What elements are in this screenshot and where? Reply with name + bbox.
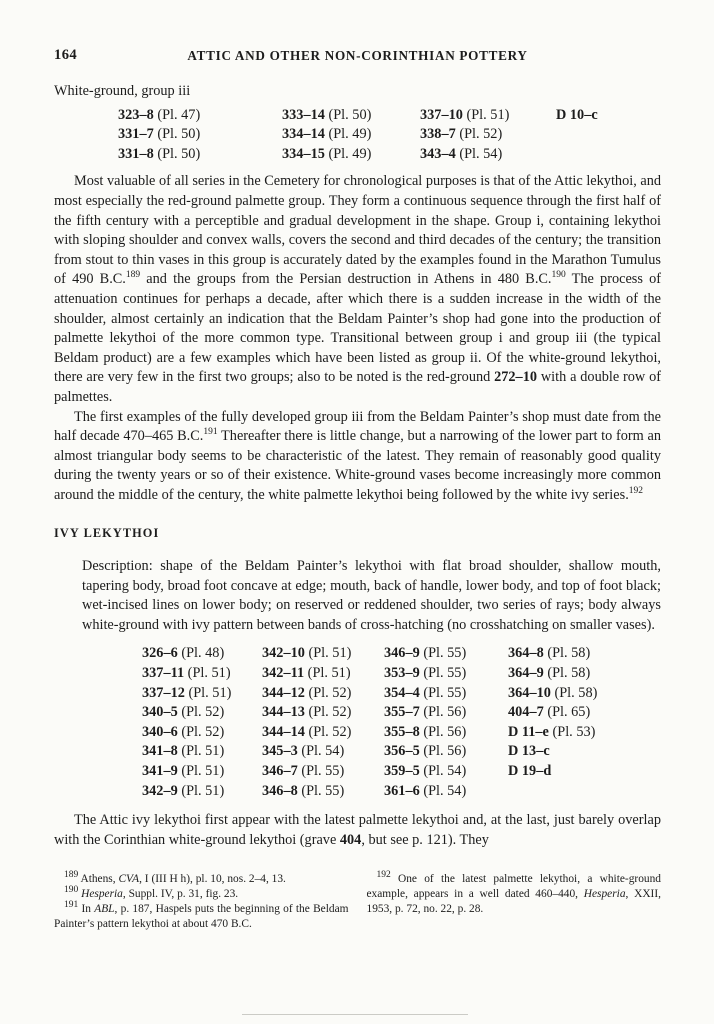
catalog-plate-ref: (Pl. 50) xyxy=(153,145,201,162)
text-run: and the groups from the Persian destruction in Athens in 480 B.C. xyxy=(140,271,552,288)
catalog-number: 364–10 xyxy=(508,684,551,701)
catalog-number: 326–6 xyxy=(142,645,178,662)
catalog-plate-ref: (Pl. 56) xyxy=(419,704,467,721)
catalog-plate-ref: (Pl. 58) xyxy=(550,684,598,701)
page-header xyxy=(54,46,661,66)
catalog-plate-ref: (Pl. 54) xyxy=(419,763,467,779)
footnote-191 xyxy=(54,902,349,932)
catalog-number: 344–14 xyxy=(262,723,305,740)
catalog-number: 355–8 xyxy=(384,723,420,740)
catalog-number: 346–8 xyxy=(262,782,298,799)
catalog-plate-ref: (Pl. 48) xyxy=(177,645,225,662)
footnote-column-right xyxy=(367,872,662,932)
catalog-entry xyxy=(420,145,556,165)
catalog-number: 331–7 xyxy=(118,126,154,143)
catalog-plate-ref: (Pl. 47) xyxy=(153,106,201,123)
catalog-entry xyxy=(262,762,384,782)
catalog-number: 341–8 xyxy=(142,743,178,760)
catalog-entry xyxy=(118,106,282,126)
footnote-ref: 189 xyxy=(125,270,141,281)
text-run: One of the latest palmette lekythoi, a white-ground example, appears in a well dated 460–440, xyxy=(366,873,661,901)
catalog-entry xyxy=(384,723,508,743)
catalog-number: 364–8 xyxy=(508,645,544,662)
catalog-plate-ref: (Pl. 54) xyxy=(455,145,503,162)
text-run: 272–10 xyxy=(494,369,537,386)
catalog-number: 323–8 xyxy=(118,106,154,123)
text-run: The first examples of the fully developed group iii from the Beldam Painter’s shop must date from the half decade 470–465 B.C. xyxy=(54,408,661,445)
footnote-192 xyxy=(367,872,662,917)
catalog-entry xyxy=(142,703,262,723)
footnote-column-left xyxy=(54,872,349,932)
catalog-entry xyxy=(384,684,508,704)
footnote-ref: 191 xyxy=(203,427,218,438)
catalog-entry xyxy=(282,145,420,165)
catalog-plate-ref: (Pl. 58) xyxy=(543,665,591,682)
catalog-plate-ref: (Pl. 52) xyxy=(304,704,352,721)
catalog-number: 356–5 xyxy=(384,743,420,760)
text-run: 404 xyxy=(339,831,362,848)
text-run: , p. 187, Haspels puts the beginning of the Beldam Painter’s pattern lekythoi at about 470 B.C. xyxy=(54,903,349,931)
catalog-plate-ref: (Pl. 55) xyxy=(297,782,345,799)
text-run: Description: shape of the Beldam Painter’s lekythoi with flat broad shoulder, shallow mouth, tapering body, broad foot concave at edge; mouth, back of handle, lower body, and top of foot black; wet-incised lines on lower body; on reserved or reddened shoulder, two series of rays; body always white-ground with ivy pattern between bands of cross-hatching (no crosshatching on smaller vases). xyxy=(82,558,661,633)
catalog-number: 334–15 xyxy=(282,145,325,162)
catalog-entry xyxy=(508,742,661,762)
catalog-entry xyxy=(384,782,508,802)
catalog-entry xyxy=(262,723,384,743)
catalog-plate-ref: (Pl. 51) xyxy=(177,782,225,799)
catalog-plate-ref: (Pl. 52) xyxy=(177,704,225,721)
catalog-entry xyxy=(384,742,508,762)
catalog-number: 346–7 xyxy=(262,763,298,779)
text-run: Thereafter there is little change, but a narrowing of the lower part to form an almost triangular body seems to be characteristic of the latest. They remain of reasonably good quality during the twenty years or so of their existence. White-ground vases become increasingly more common around the middle of the century, the white palmette lekythoi being followed by the white ivy series. xyxy=(54,428,661,503)
catalog-entry xyxy=(142,664,262,684)
catalog-number: 341–9 xyxy=(142,763,178,779)
catalog-plate-ref: (Pl. 55) xyxy=(419,684,467,701)
white-ground-group-heading: White-ground, group iii xyxy=(54,83,191,99)
catalog-number: 344–12 xyxy=(262,684,305,701)
page-number: 164 xyxy=(54,47,78,63)
catalog-plate-ref: (Pl. 52) xyxy=(455,126,503,143)
catalog-plate-ref: (Pl. 51) xyxy=(177,743,225,760)
catalog-plate-ref: (Pl. 50) xyxy=(324,106,372,123)
footnotes-block xyxy=(54,872,661,932)
catalog-entry xyxy=(282,106,420,126)
catalog-entry xyxy=(142,762,262,782)
catalog-number: 342–10 xyxy=(262,645,305,662)
ivy-description xyxy=(82,557,661,635)
footnote-ref: 189 xyxy=(64,870,79,881)
catalog-plate-ref: (Pl. 51) xyxy=(184,684,232,701)
catalog-entry xyxy=(508,644,661,664)
catalog-entry xyxy=(508,703,661,723)
catalog-number: 364–9 xyxy=(508,665,544,682)
catalog-number: 340–5 xyxy=(142,704,178,721)
catalog-entry xyxy=(262,664,384,684)
catalog-number: 333–14 xyxy=(282,106,325,123)
text-run: Athens, xyxy=(78,873,119,886)
footnote-ref: 192 xyxy=(628,486,644,497)
text-run: , I (III H h), pl. 10, nos. 2–4, 13. xyxy=(139,873,286,886)
catalog-number: D 11–e xyxy=(508,723,549,740)
catalog-entry xyxy=(118,145,282,165)
catalog-plate-ref: (Pl. 65) xyxy=(543,704,591,721)
text-run: , XXII, 1953, p. 72, no. 22, p. 28. xyxy=(366,888,661,916)
catalog-number: 355–7 xyxy=(384,704,420,721)
catalog-entry xyxy=(262,742,384,762)
catalog-plate-ref: (Pl. 51) xyxy=(177,763,225,779)
catalog-entry xyxy=(508,684,661,704)
catalog-plate-ref: (Pl. 52) xyxy=(304,684,352,701)
paragraph-palmette-group xyxy=(54,172,661,407)
catalog-plate-ref: (Pl. 52) xyxy=(177,723,225,740)
catalog-number: 337–11 xyxy=(142,665,185,682)
running-head: ATTIC AND OTHER NON-CORINTHIAN POTTERY xyxy=(187,48,528,63)
catalog-entry xyxy=(142,782,262,802)
catalog-number: D 13–c xyxy=(508,743,550,760)
paragraph-closing xyxy=(54,811,661,850)
footnote-189 xyxy=(54,872,349,887)
catalog-plate-ref: (Pl. 50) xyxy=(153,126,201,143)
catalog-plate-ref: (Pl. 51) xyxy=(304,645,352,662)
ivy-catalog-table xyxy=(142,644,661,801)
catalog-entry xyxy=(262,782,384,802)
catalog-plate-ref: (Pl. 54) xyxy=(419,782,467,799)
text-run: In xyxy=(78,903,95,916)
text-run: Hesperia xyxy=(583,888,626,901)
catalog-entry xyxy=(262,644,384,664)
catalog-plate-ref: (Pl. 54) xyxy=(297,743,345,760)
catalog-entry xyxy=(420,106,556,126)
catalog-number: 337–12 xyxy=(142,684,185,701)
text-run: Most valuable of all series in the Cemetery for chronological purposes is that of the Attic lekythoi, and most especially the red-ground palmette group. They form a continuous sequence through the first half of the fifth century with a perceptible and gradual development in the shape. Group i, containing lekythoi with sloping shoulder and convex walls, covers the second and third decades of the century; the transition from stout to thin vases in this group is accurately dated by the examples found in the Marathon Tumulus of 490 B.C. xyxy=(54,173,661,288)
catalog-entry xyxy=(262,703,384,723)
catalog-entry xyxy=(508,723,661,743)
text-run: ABL xyxy=(94,903,115,916)
catalog-number: 354–4 xyxy=(384,684,420,701)
catalog-number: 340–6 xyxy=(142,723,178,740)
catalog-number: D 19–d xyxy=(508,763,552,779)
catalog-entry xyxy=(142,742,262,762)
catalog-number: 359–5 xyxy=(384,763,420,779)
catalog-number: 342–11 xyxy=(262,665,305,682)
catalog-plate-ref: (Pl. 58) xyxy=(543,645,591,662)
catalog-entry-empty xyxy=(556,125,661,145)
catalog-number: 331–8 xyxy=(118,145,154,162)
catalog-number: D 10–c xyxy=(556,106,598,123)
catalog-plate-ref: (Pl. 51) xyxy=(304,665,351,682)
catalog-entry xyxy=(384,703,508,723)
catalog-entry xyxy=(508,762,661,782)
catalog-number: 361–6 xyxy=(384,782,420,799)
catalog-entry xyxy=(142,723,262,743)
catalog-plate-ref: (Pl. 52) xyxy=(304,723,352,740)
catalog-plate-ref: (Pl. 51) xyxy=(462,106,510,123)
catalog-number: 334–14 xyxy=(282,126,325,143)
text-run: The process of attenuation continues for perhaps a decade, after which there is a sudden increase in the width of the shoulder, almost certainly an indication that the Beldam Painter’s shop had gone into the production of palmette lekythoi of the more common type. Transitional between group i and group iii (the typical Beldam product) are a few examples which have been listed as group ii. Of the white-ground lekythoi, there are very few in the first two groups; also to be noted is the red-ground xyxy=(54,271,661,386)
catalog-number: 338–7 xyxy=(420,126,456,143)
catalog-entry xyxy=(282,125,420,145)
footnote-ref: 191 xyxy=(64,900,79,911)
catalog-number: 344–13 xyxy=(262,704,305,721)
white-ground-catalog-table xyxy=(118,106,661,165)
catalog-number: 343–4 xyxy=(420,145,456,162)
catalog-plate-ref: (Pl. 56) xyxy=(419,723,467,740)
catalog-entry xyxy=(142,684,262,704)
catalog-entry-empty xyxy=(556,145,661,165)
scan-edge-artifact xyxy=(242,1014,468,1015)
text-run: with a double row of palmettes. xyxy=(54,369,661,405)
paragraph-group-iii xyxy=(54,408,661,506)
catalog-entry xyxy=(384,762,508,782)
text-run: , but see p. 121). They xyxy=(361,831,489,848)
catalog-entry xyxy=(508,664,661,684)
catalog-number: 404–7 xyxy=(508,704,544,721)
catalog-entry xyxy=(556,106,661,126)
footnote-ref: 192 xyxy=(376,870,391,881)
catalog-plate-ref: (Pl. 55) xyxy=(419,645,467,662)
catalog-plate-ref: (Pl. 51) xyxy=(184,665,231,682)
text-run: CVA xyxy=(118,873,140,886)
catalog-number: 353–9 xyxy=(384,665,420,682)
catalog-plate-ref: (Pl. 49) xyxy=(324,126,372,143)
footnote-190 xyxy=(54,887,349,902)
catalog-plate-ref: (Pl. 55) xyxy=(419,665,467,682)
catalog-entry xyxy=(118,125,282,145)
ivy-lekythoi-section-heading: IVY LEKYTHOI xyxy=(54,526,160,541)
text-run: The Attic ivy lekythoi first appear with the latest palmette lekythoi and, at the last, just barely overlap with the Corinthian white-ground lekythoi (grave xyxy=(54,812,661,848)
footnote-ref: 190 xyxy=(551,270,566,281)
catalog-number: 345–3 xyxy=(262,743,298,760)
catalog-number: 337–10 xyxy=(420,106,463,123)
catalog-entry xyxy=(384,644,508,664)
text-run: , Suppl. IV, p. 31, fig. 23. xyxy=(122,888,239,901)
catalog-entry xyxy=(384,664,508,684)
catalog-entry xyxy=(420,125,556,145)
catalog-plate-ref: (Pl. 56) xyxy=(419,743,467,760)
catalog-entry xyxy=(262,684,384,704)
text-run: Hesperia xyxy=(81,888,123,901)
catalog-number: 342–9 xyxy=(142,782,178,799)
catalog-entry xyxy=(142,644,262,664)
footnote-ref: 190 xyxy=(64,885,79,896)
catalog-entry-empty xyxy=(508,782,661,802)
catalog-plate-ref: (Pl. 53) xyxy=(548,723,596,740)
catalog-plate-ref: (Pl. 55) xyxy=(297,763,345,779)
catalog-number: 346–9 xyxy=(384,645,420,662)
catalog-plate-ref: (Pl. 49) xyxy=(324,145,372,162)
